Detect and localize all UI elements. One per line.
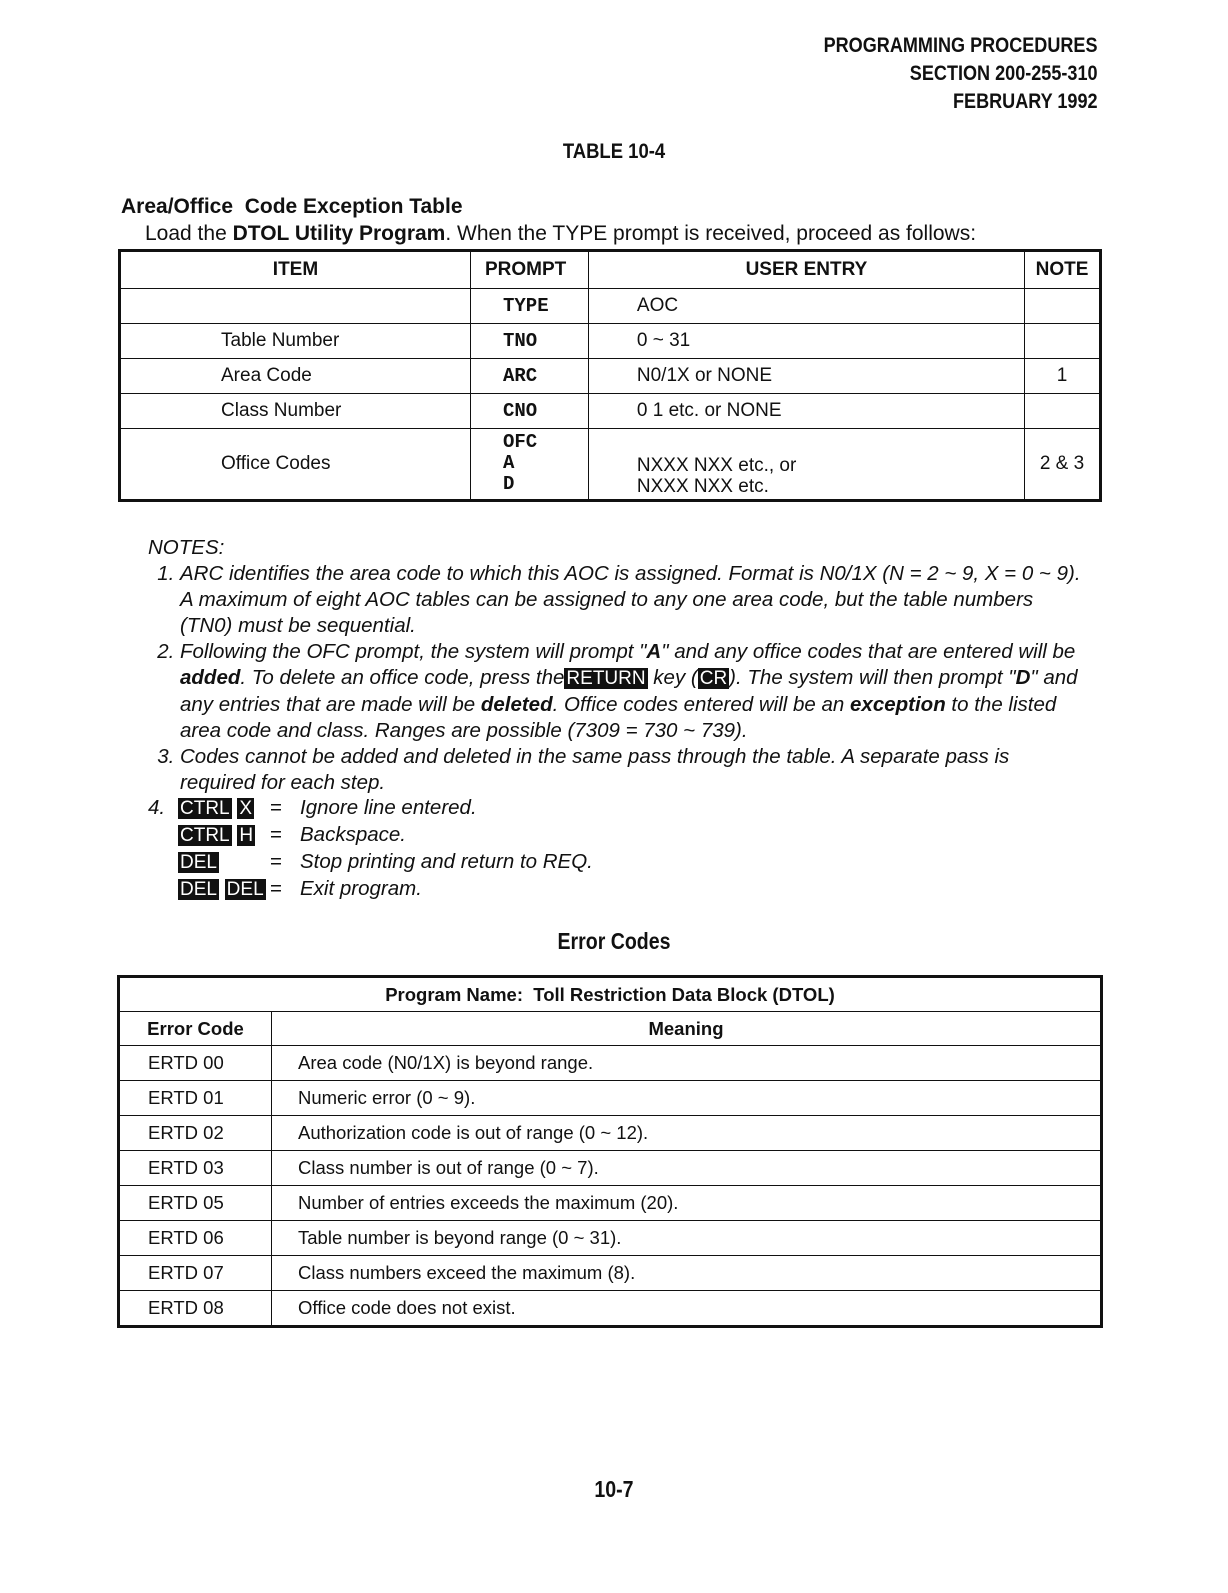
notes-section <box>148 535 1088 796</box>
key-combo <box>178 822 270 849</box>
intro-program: DTOL Utility Program <box>232 222 446 245</box>
error-meaning: Office code does not exist. <box>272 1291 1102 1327</box>
header-date: FEBRUARY 1992 <box>953 90 1098 113</box>
section-title: Area/Office Code Exception Table <box>121 195 463 218</box>
row-prompt: TYPE <box>470 289 588 324</box>
page-number: 10-7 <box>594 1476 634 1502</box>
key-description: Stop printing and return to REQ. <box>300 850 593 873</box>
error-meaning: Numeric error (0 ~ 9). <box>272 1081 1102 1116</box>
del-key: DEL <box>180 879 217 900</box>
entry-line-1: NXXX NXX etc., or <box>636 455 797 476</box>
table-row <box>120 429 1101 501</box>
error-codes-title: Error Codes <box>557 928 671 954</box>
row-note <box>1025 324 1101 359</box>
error-meaning: Number of entries exceeds the maximum (20). <box>272 1186 1102 1221</box>
error-code: ERTD 02 <box>119 1116 272 1151</box>
error-header-row <box>119 1012 1102 1046</box>
key-combo <box>178 849 270 876</box>
table-row <box>119 1046 1102 1081</box>
del-key: DEL <box>226 879 264 900</box>
row-note: 1 <box>1025 359 1101 394</box>
table-row <box>119 1151 1102 1186</box>
error-code: ERTD 08 <box>119 1291 272 1327</box>
cr-key: CR <box>699 668 728 689</box>
key-row <box>178 849 593 876</box>
key-row <box>178 822 593 849</box>
table-row <box>119 1221 1102 1256</box>
note-1: 1. ARC identifies the area code to which this AOC is assigned. Format is N0/1X (N = 2 ~ 9, X = 0 ~ 9). A maximum of eight AOC tables can be assigned to any one area code, but the table numbers (TN0) must be sequential. <box>180 561 1088 639</box>
row-item: Office Codes <box>120 429 471 501</box>
prompt-ofc: OFC <box>502 431 538 453</box>
key-combo <box>178 795 270 822</box>
note-2-bold: deleted <box>480 693 553 716</box>
error-code: ERTD 00 <box>119 1046 272 1081</box>
key-row <box>178 876 593 903</box>
error-code: ERTD 06 <box>119 1221 272 1256</box>
note-2-text: to the listed area code and class. Ranges are possible (7309 = 730 ~ 739). <box>180 693 1057 742</box>
error-meaning: Class numbers exceed the maximum (8). <box>272 1256 1102 1291</box>
col-user-entry: USER ENTRY <box>588 251 1024 289</box>
error-meaning: Class number is out of range (0 ~ 7). <box>272 1151 1102 1186</box>
col-prompt: PROMPT <box>470 251 588 289</box>
note-4-number: 4. <box>148 796 166 819</box>
table-header-row <box>120 251 1101 289</box>
intro-text <box>145 222 976 246</box>
procedure-table <box>118 249 1102 502</box>
intro-suffix: . When the TYPE prompt is received, proceed as follows: <box>445 222 977 245</box>
ctrl-key: CTRL <box>180 825 230 846</box>
row-entry <box>588 429 1024 501</box>
entry-line-2: NXXX NXX etc. <box>636 476 769 497</box>
error-meaning: Authorization code is out of range (0 ~ 12). <box>272 1116 1102 1151</box>
error-meaning: Area code (N0/1X) is beyond range. <box>272 1046 1102 1081</box>
notes-title: NOTES: <box>148 536 225 559</box>
intro-prefix: Load the <box>145 222 233 245</box>
note-3: 3. Codes cannot be added and deleted in the same pass through the table. A separate pass is required for each step. <box>180 744 1088 796</box>
row-prompt <box>470 429 588 501</box>
key-description: Exit program. <box>300 877 422 900</box>
row-prompt: TNO <box>470 324 588 359</box>
row-item: Table Number <box>120 324 471 359</box>
error-code: ERTD 07 <box>119 1256 272 1291</box>
ctrl-key: CTRL <box>180 798 230 819</box>
row-entry: N0/1X or NONE <box>588 359 1024 394</box>
key-legend <box>148 795 593 903</box>
row-prompt: CNO <box>470 394 588 429</box>
equals: = <box>270 877 282 900</box>
note-2-bold: A <box>646 640 662 663</box>
note-2-text: " and any office codes that are entered will be <box>661 640 1082 663</box>
row-prompt: ARC <box>470 359 588 394</box>
table-row <box>119 1186 1102 1221</box>
error-codes-table <box>117 975 1103 1328</box>
note-2-text: " and any entries that are made will be <box>180 666 1084 716</box>
key-description: Ignore line entered. <box>300 796 477 819</box>
note-2-text: Following the OFC prompt, the system will prompt " <box>180 640 647 663</box>
prompt-d: D <box>502 473 515 495</box>
row-note: 2 & 3 <box>1025 429 1101 501</box>
error-code: ERTD 03 <box>119 1151 272 1186</box>
error-code: ERTD 01 <box>119 1081 272 1116</box>
header-title: PROGRAMMING PROCEDURES <box>824 34 1098 57</box>
row-note <box>1025 289 1101 324</box>
equals: = <box>270 823 282 846</box>
table-row <box>120 324 1101 359</box>
del-key: DEL <box>180 852 217 873</box>
table-row <box>119 1291 1102 1327</box>
note-2-bold: exception <box>850 693 946 716</box>
col-meaning: Meaning <box>272 1012 1102 1046</box>
key-description: Backspace. <box>300 823 406 846</box>
col-error-code: Error Code <box>119 1012 272 1046</box>
error-code: ERTD 05 <box>119 1186 272 1221</box>
prompt-a: A <box>502 452 515 474</box>
program-name-row <box>119 977 1102 1012</box>
row-entry: AOC <box>588 289 1024 324</box>
h-key: H <box>239 825 254 846</box>
table-row <box>119 1256 1102 1291</box>
header-section: SECTION 200-255-310 <box>910 62 1098 85</box>
note-2-bold: added <box>180 666 241 689</box>
table-row <box>120 359 1101 394</box>
note-2-text: ). The system will then prompt " <box>729 666 1016 689</box>
note-2-text: key ( <box>647 666 698 689</box>
table-label: TABLE 10-4 <box>562 140 666 163</box>
equals: = <box>270 850 282 873</box>
note-2-text: . Office codes entered will be an <box>552 693 851 716</box>
table-row <box>119 1116 1102 1151</box>
row-note <box>1025 394 1101 429</box>
equals: = <box>270 796 282 819</box>
col-note: NOTE <box>1025 251 1101 289</box>
error-meaning: Table number is beyond range (0 ~ 31). <box>272 1221 1102 1256</box>
x-key: X <box>239 798 253 819</box>
table-row <box>120 394 1101 429</box>
key-combo <box>178 876 270 903</box>
note-2 <box>180 639 1088 744</box>
key-row <box>178 795 593 822</box>
note-2-bold: D <box>1015 666 1031 689</box>
row-item: Class Number <box>120 394 471 429</box>
return-key: RETURN <box>566 668 646 689</box>
row-entry: 0 ~ 31 <box>588 324 1024 359</box>
col-item: ITEM <box>120 251 471 289</box>
page-header <box>824 32 1098 116</box>
row-item <box>120 289 471 324</box>
note-2-text: . To delete an office code, press the <box>240 666 565 689</box>
table-row <box>120 289 1101 324</box>
row-item: Area Code <box>120 359 471 394</box>
row-entry: 0 1 etc. or NONE <box>588 394 1024 429</box>
program-name: Program Name: Toll Restriction Data Block (DTOL) <box>119 977 1102 1012</box>
table-row <box>119 1081 1102 1116</box>
